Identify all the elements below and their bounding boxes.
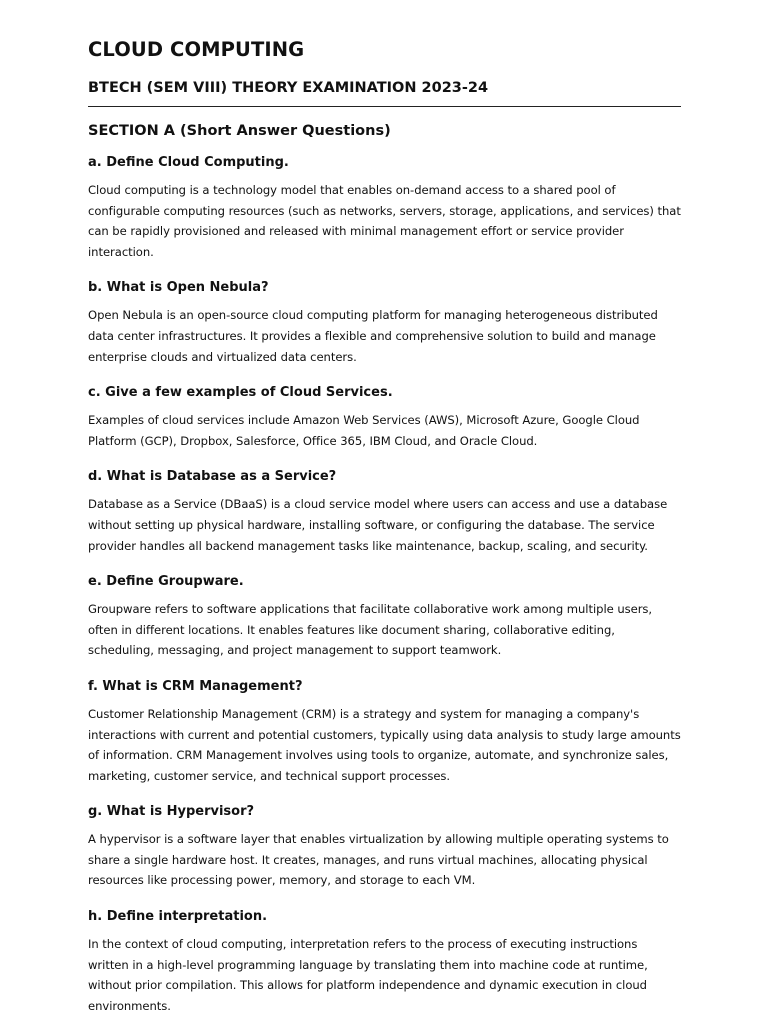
question-item [88, 908, 681, 1016]
question-heading: e. Define Groupware. [88, 574, 244, 590]
title-divider [88, 106, 681, 107]
question-heading: d. What is Database as a Service? [88, 469, 337, 485]
answer-text: In the context of cloud computing, interpretation refers to the process of executing instructions written in a high-level programming language by translating them into machine code at runtime, without prior compilation. This allows for platform independence and dynamic execution in cloud environments. [88, 937, 648, 1013]
question-item [88, 573, 681, 661]
question-heading: b. What is Open Nebula? [88, 280, 269, 296]
document-subtitle: BTECH (SEM VIII) THEORY EXAMINATION 2023-24 [88, 80, 489, 96]
answer-text: Database as a Service (DBaaS) is a cloud service model where users can access and use a database without setting up physical hardware, installing software, or configuring the database. The service provider handles all backend management tasks like maintenance, backup, scaling, and security. [88, 497, 668, 553]
question-list [88, 154, 681, 1016]
question-heading: h. Define interpretation. [88, 909, 268, 925]
question-heading: f. What is CRM Management? [88, 678, 303, 694]
question-heading: c. Give a few examples of Cloud Services. [88, 385, 393, 401]
question-item [88, 678, 681, 786]
section-heading: SECTION A (Short Answer Questions) [88, 123, 391, 139]
question-heading: a. Define Cloud Computing. [88, 155, 289, 170]
answer-text: Cloud computing is a technology model that enables on-demand access to a shared pool of configurable computing resources (such as networks, servers, storage, applications, and services) that can be rapidly provisioned and released with minimal management effort or service provider interaction. [88, 183, 681, 259]
question-item [88, 279, 681, 367]
question-item [88, 468, 681, 556]
question-heading: g. What is Hypervisor? [88, 804, 255, 820]
answer-text: Examples of cloud services include Amazon Web Services (AWS), Microsoft Azure, Google Cloud Platform (GCP), Dropbox, Salesforce, Office 365, IBM Cloud, and Oracle Cloud. [88, 413, 640, 448]
question-item [88, 154, 681, 262]
answer-text: Customer Relationship Management (CRM) is a strategy and system for managing a company's interactions with current and potential customers, typically using data analysis to study large amounts of information. CRM Management involves using tools to organize, automate, and synchronize sales, marketing, customer service, and technical support processes. [88, 706, 681, 783]
answer-text: A hypervisor is a software layer that enables virtualization by allowing multiple operating systems to share a single hardware host. It creates, manages, and runs virtual machines, allocating physical resources like processing power, memory, and storage to each VM. [88, 832, 669, 888]
question-item [88, 803, 681, 891]
question-item [88, 384, 681, 451]
document-title: CLOUD COMPUTING [88, 38, 305, 61]
answer-text: Open Nebula is an open-source cloud computing platform for managing heterogeneous distributed data center infrastructures. It provides a flexible and comprehensive solution to build and manage enterprise clouds and virtualized data centers. [88, 308, 658, 364]
answer-text: Groupware refers to software applications that facilitate collaborative work among multiple users, often in different locations. It enables features like document sharing, collaborative editing, scheduling, messaging, and project management to support teamwork. [88, 602, 653, 658]
